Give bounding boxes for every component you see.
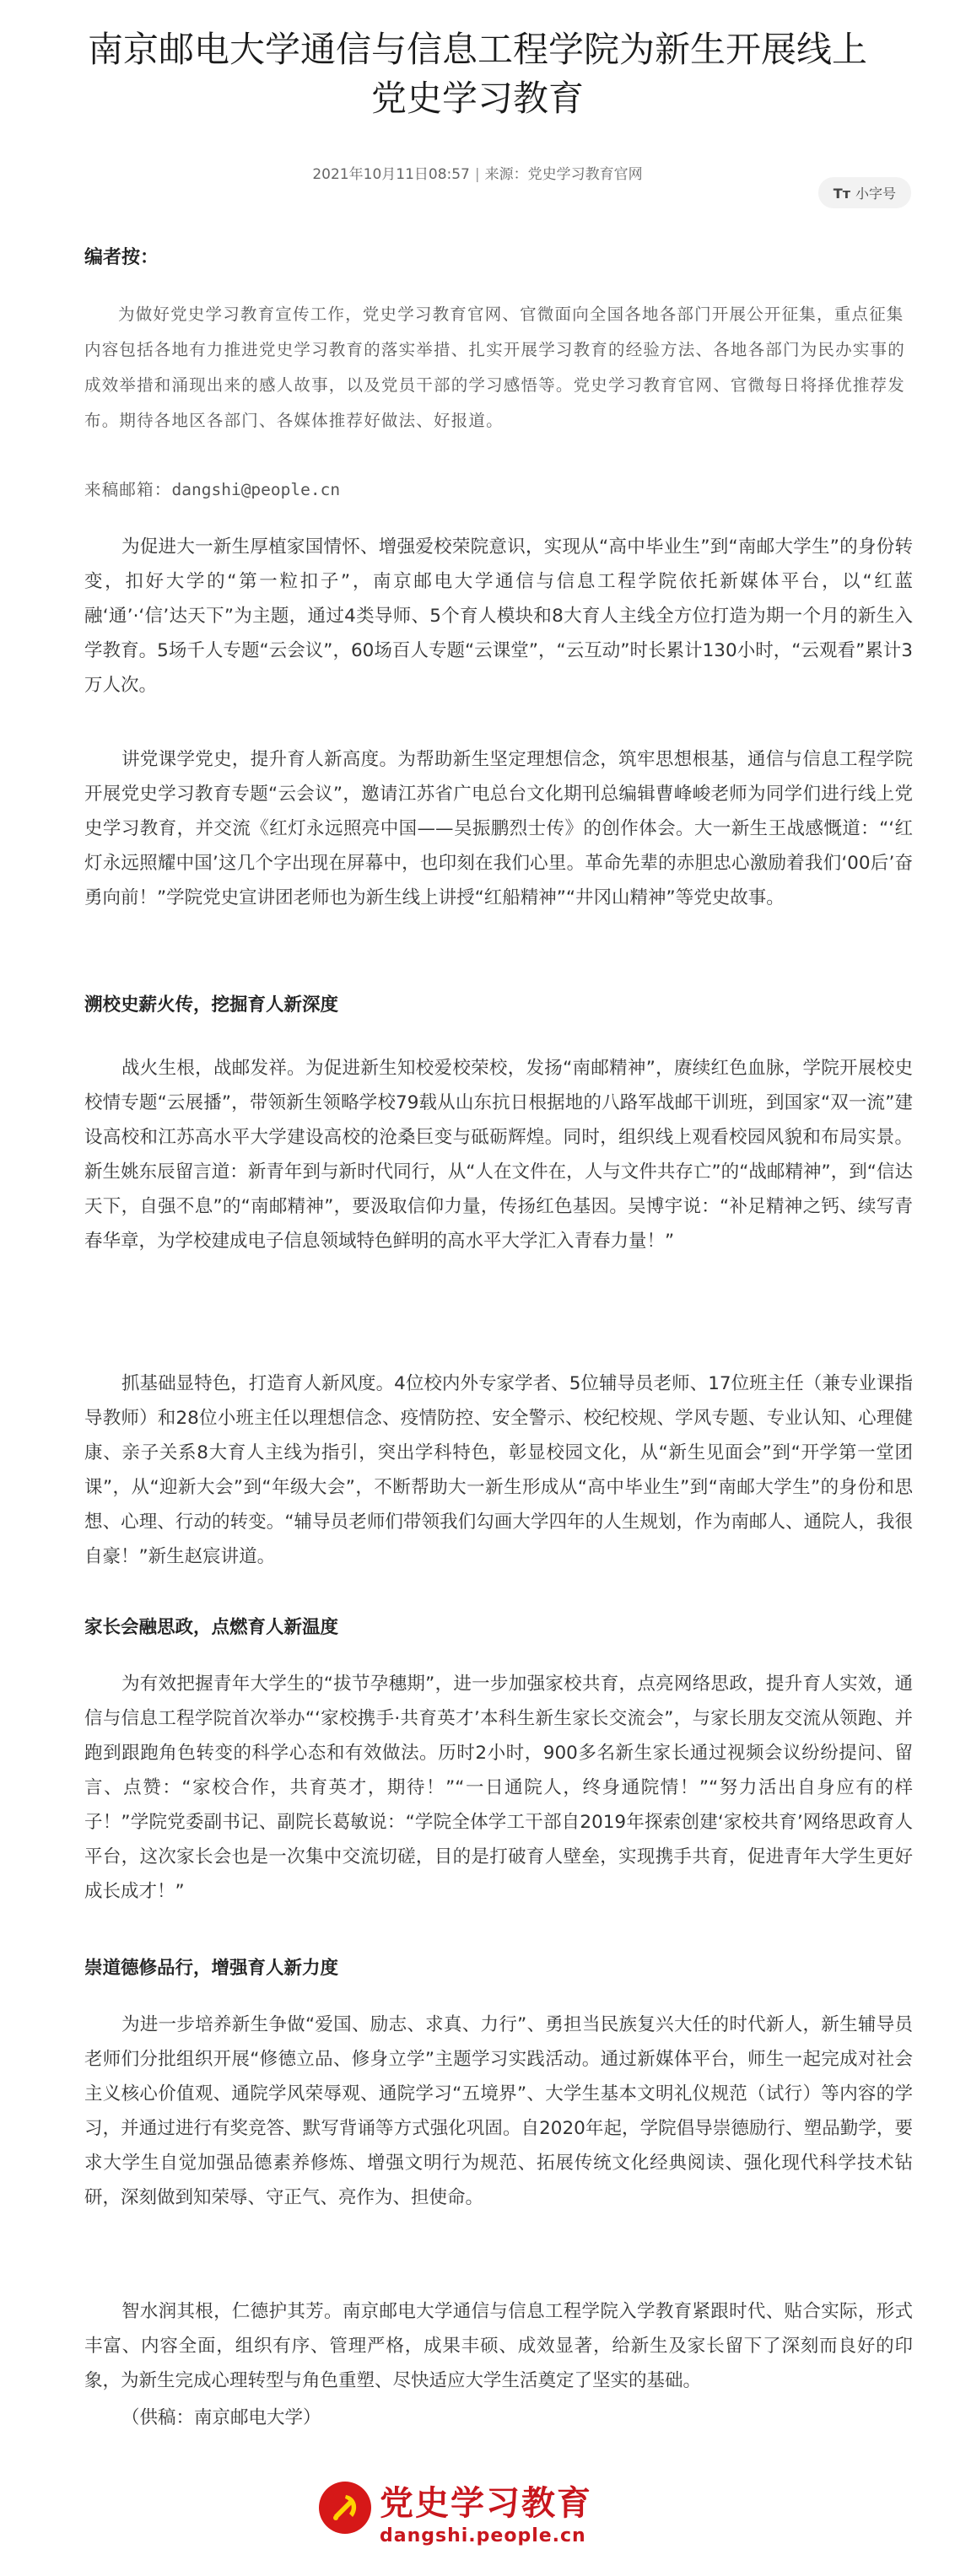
editor-note-text: 为做好党史学习教育宣传工作，党史学习教育官网、官微面向全国各地各部门开展公开征集，重点征集内容包括各地有力推进党史学习教育的落实举措、扎实开展学习教育的经验方法、各地各部门为民办实事的成效举措和涌现出来的感人故事，以及党员干部的学习感悟等。党史学习教育官网、官微每日将择优推荐发布。期待各地区各部门、各媒体推荐好做法、好报道。 — [84, 304, 905, 430]
article-source: 来源：党史学习教育官网 — [484, 166, 643, 183]
email-address: dangshi@people.cn — [171, 480, 341, 499]
submission-email — [84, 477, 340, 500]
paragraph-2: 讲党课学党史，提升育人新高度。为帮助新生坚定理想信念，筑牢思想根基，通信与信息工程学院开展党史学习教育专题“云会议”，邀请江苏省广电总台文化期刊总编辑曹峰峻老师为同学们进行线上党史学习教育，并交流《红灯永远照亮中国——吴振鹏烈士传》的创作体会。大一新生王战感慨道：“‘红灯永远照耀中国’这几个字出现在屏幕中，也印刻在我们心里。革命先辈的赤胆忠心激励着我们‘00后’奋勇向前！”学院党史宣讲团老师也为新生线上讲授“红船精神”“井冈山精神”等党史故事。 — [84, 749, 913, 908]
paragraph-4: 抓基础显特色，打造育人新风度。4位校内外专家学者、5位辅导员老师、17位班主任（兼专业课指导教师）和28位小班主任以理想信念、疫情防控、安全警示、校纪校规、学风专题、专业认知、心理健康、亲子关系8大育人主线为指引，突出学科特色，彰显校园文化，从“新生见面会”到“开学第一堂团课”，从“迎新大会”到“年级大会”，不断帮助大一新生形成从“高中毕业生”到“南邮大学生”的身份和思想、心理、行动的转变。“辅导员老师们带领我们勾画大学四年的人生规划，作为南邮人、通院人，我很自豪！”新生赵宸讲道。 — [84, 1373, 913, 1567]
paragraph-6: 为进一步培养新生争做“爱国、励志、求真、力行”、勇担当民族复兴大任的时代新人，新生辅导员老师们分批组织开展“修德立品、修身立学”主题学习实践活动。通过新媒体平台，师生一起完成对社会主义核心价值观、通院学风荣辱观、通院学习“五境界”、大学生基本文明礼仪规范（试行）等内容的学习，并通过进行有奖竞答、默写背诵等方式强化巩固。自2020年起，学院倡导崇德励行、塑品勤学，要求大学生自觉加强品德素养修炼、增强文明行为规范、拓展传统文化经典阅读、强化现代科学技术钻研，深刻做到知荣辱、守正气、亮作为、担使命。 — [84, 2014, 913, 2208]
font-size-button[interactable] — [818, 177, 911, 208]
article-title: 南京邮电大学通信与信息工程学院为新生开展线上党史学习教育 — [87, 29, 867, 119]
editor-note-heading: 编者按： — [84, 247, 159, 268]
paragraph-3: 战火生根，战邮发祥。为促进新生知校爱校荣校，发扬“南邮精神”，赓续红色血脉，学院开展校史校情专题“云展播”，带领新生领略学校79载从山东抗日根据地的八路军战邮干训班，到国家“双一流”建设高校和江苏高水平大学建设高校的沧桑巨变与砥砺辉煌。同时，组织线上观看校园风貌和布局实景。新生姚东辰留言道：新青年到与新时代同行，从“人在文件在，人与文件共存亡”的“战邮精神”，到“信达天下，自强不息”的“南邮精神”，要汲取信仰力量，传扬红色基因。吴博宇说：“补足精神之钙、续写青春华章，为学校建成电子信息领域特色鲜明的高水平大学汇入青春力量！” — [84, 1058, 913, 1252]
paragraph-1: 为促进大一新生厚植家国情怀、增强爱校荣院意识，实现从“高中毕业生”到“南邮大学生”的身份转变，扣好大学的“第一粒扣子”，南京邮电大学通信与信息工程学院依托新媒体平台，以“红蓝融‘通’·‘信’达天下”为主题，通过4类导师、5个育人模块和8大育人主线全方位打造为期一个月的新生入学教育。5场千人专题“云会议”，60场百人专题“云课堂”，“云互动”时长累计130小时，“云观看”累计3万人次。 — [84, 536, 913, 696]
article-meta — [0, 162, 955, 183]
logo-url: dangshi.people.cn — [380, 2525, 586, 2546]
site-logo[interactable] — [319, 2482, 636, 2557]
logo-text: 党史学习教育 — [380, 2484, 592, 2523]
section-heading-2: 家长会融思政，点燃育人新温度 — [84, 1617, 339, 1638]
article-page — [0, 0, 955, 183]
section-heading-1: 溯校史薪火传，挖掘育人新深度 — [84, 994, 339, 1016]
contributor-line: （供稿：南京邮电大学） — [121, 2407, 321, 2428]
section-heading-3: 崇道德修品行，增强育人新力度 — [84, 1958, 339, 1979]
party-emblem-icon — [319, 2482, 371, 2534]
email-label: 来稿邮箱： — [84, 480, 172, 499]
meta-separator: | — [474, 166, 480, 183]
paragraph-5: 为有效把握青年大学生的“拔节孕穗期”，进一步加强家校共育，点亮网络思政，提升育人实效，通信与信息工程学院首次举办“‘家校携手·共育英才’本科生新生家长交流会”，与家长朋友交流从领跑、并跑到跟跑角色转变的科学心态和有效做法。历时2小时，900多名新生家长通过视频会议纷纷提问、留言、点赞：“家校合作，共育英才，期待！”“一日通院人，终身通院情！”“努力活出自身应有的样子！”学院党委副书记、副院长葛敏说：“学院全体学工干部自2019年探索创建‘家校共育’网络思政育人平台，这次家长会也是一次集中交流切磋，目的是打破育人壁垒，实现携手共育，促进青年大学生更好成长成才！” — [84, 1673, 913, 1902]
publish-date: 2021年10月11日08:57 — [312, 166, 470, 183]
font-size-label: 小字号 — [855, 186, 896, 202]
paragraph-7: 智水润其根，仁德护其芳。南京邮电大学通信与信息工程学院入学教育紧跟时代、贴合实际，形式丰富、内容全面，组织有序、管理严格，成果丰硕、成效显著，给新生及家长留下了深刻而良好的印象，为新生完成心理转型与角色重塑、尽快适应大学生活奠定了坚实的基础。 — [84, 2301, 913, 2391]
text-size-icon: Tт — [833, 186, 850, 202]
